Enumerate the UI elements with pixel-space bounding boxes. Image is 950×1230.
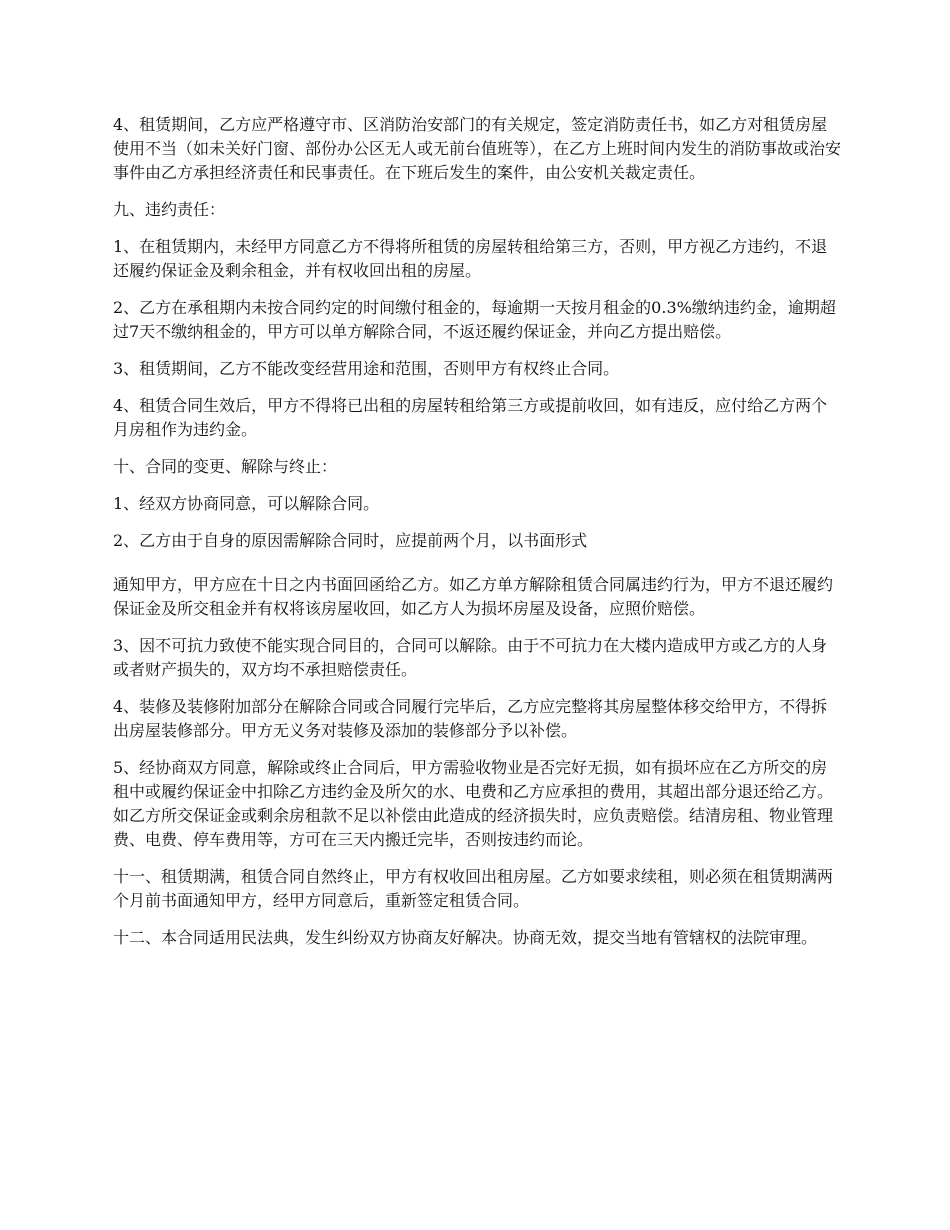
heading-contract-change: 十、合同的变更、解除与终止： bbox=[113, 457, 338, 476]
paragraph-change-2: 2、乙方由于自身的原因需解除合同时，应提前两个月，以书面形式 bbox=[113, 531, 588, 550]
paragraph-change-1: 1、经双方协商同意，可以解除合同。 bbox=[113, 494, 380, 513]
paragraph-breach-4: 4、租赁合同生效后，甲方不得将已出租的房屋转租给第三方或提前收回，如有违反，应付给乙方两个月房租作为违约金。 bbox=[113, 396, 828, 439]
document-body bbox=[113, 113, 841, 963]
heading-breach-liability: 九、违约责任： bbox=[113, 200, 226, 219]
paragraph-change-3: 3、因不可抗力致使不能实现合同目的，合同可以解除。由于不可抗力在大楼内造成甲方或乙方的人身或者财产损失的，双方均不承担赔偿责任。 bbox=[113, 636, 828, 679]
paragraph-breach-1: 1、在租赁期内，未经甲方同意乙方不得将所租赁的房屋转租给第三方，否则，甲方视乙方违约，不退还履约保证金及剩余租金，并有权收回出租的房屋。 bbox=[113, 237, 828, 280]
paragraph-change-2-continued: 通知甲方，甲方应在十日之内书面回函给乙方。如乙方单方解除租赁合同属违约行为，甲方不退还履约保证金及所交租金并有权将该房屋收回，如乙方人为损坏房屋及设备，应照价赔偿。 bbox=[113, 575, 834, 618]
paragraph-change-4: 4、装修及装修附加部分在解除合同或合同履行完毕后，乙方应完整将其房屋整体移交给甲方，不得拆出房屋装修部分。甲方无义务对装修及添加的装修部分予以补偿。 bbox=[113, 697, 828, 740]
paragraph-breach-3: 3、租赁期间，乙方不能改变经营用途和范围，否则甲方有权终止合同。 bbox=[113, 359, 620, 378]
paragraph-eleven-expiry: 十一、租赁期满，租赁合同自然终止，甲方有权收回出租房屋。乙方如要求续租，则必须在租赁期满两个月前书面通知甲方，经甲方同意后，重新签定租赁合同。 bbox=[113, 867, 834, 910]
paragraph-twelve-law: 十二、本合同适用民法典，发生纠纷双方协商友好解决。协商无效，提交当地有管辖权的法院审理。 bbox=[113, 928, 818, 947]
paragraph-change-5: 5、经协商双方同意，解除或终止合同后，甲方需验收物业是否完好无损，如有损坏应在乙方所交的房租中或履约保证金中扣除乙方违约金及所欠的水、电费和乙方应承担的费用，其超出部分退还给乙方。如乙方所交保证金或剩余房租款不足以补偿由此造成的经济损失时，应负责赔偿。结清房租、物业管理费、电费、停车费用等，方可在三天内搬迁完毕，否则按违约而论。 bbox=[113, 758, 834, 849]
paragraph-breach-2: 2、乙方在承租期内未按合同约定的时间缴付租金的，每逾期一天按月租金的0.3%缴纳违约金，逾期超过7天不缴纳租金的，甲方可以单方解除合同，不返还履约保证金，并向乙方提出赔偿。 bbox=[113, 298, 836, 341]
paragraph-fire-safety: 4、租赁期间，乙方应严格遵守市、区消防治安部门的有关规定，签定消防责任书，如乙方对租赁房屋使用不当（如未关好门窗、部份办公区无人或无前台值班等），在乙方上班时间内发生的消防事故或治安事件由乙方承担经济责任和民事责任。在下班后发生的案件，由公安机关裁定责任。 bbox=[113, 115, 842, 182]
